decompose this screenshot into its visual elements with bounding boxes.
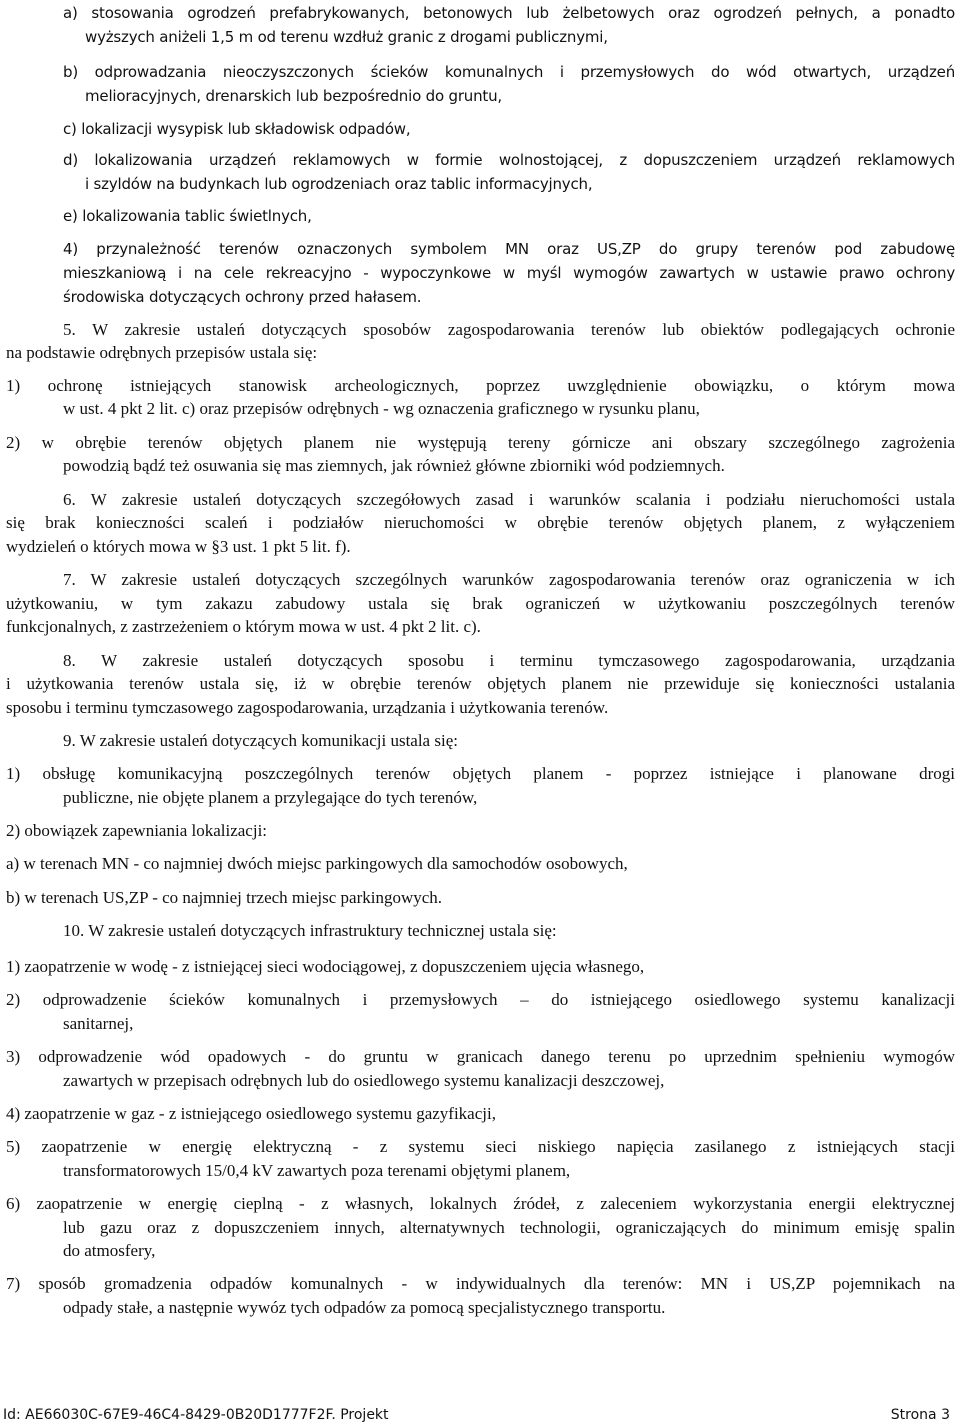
section-5-item-2-line-1: 2) w obrębie terenów objętych planem nie występują tereny górnicze ani obszary szczególnego zagrożenia — [6, 433, 955, 452]
section-10-item-3-line-2: zawartych w przepisach odrębnych lub do osiedlowego systemu kanalizacji deszczowej, — [63, 1071, 665, 1090]
item-4a-line-1: a) stosowania ogrodzeń prefabrykowanych, betonowych lub żelbetowych oraz ogrodzeń pełnych, a ponadto — [63, 4, 955, 22]
footer-page-number: Strona 3 — [890, 1407, 950, 1423]
section-10-item-3-line-1: 3) odprowadzenie wód opadowych - do gruntu w granicach danego terenu po uprzednim spełnieniu wymogów — [6, 1047, 955, 1066]
item-4b-line-1: b) odprowadzania nieoczyszczonych ścieków komunalnych i przemysłowych do wód otwartych, urządzeń — [63, 63, 955, 81]
section-9-item-1-line-2: publiczne, nie objęte planem a przylegające do tych terenów, — [63, 788, 478, 807]
section-6-line-2: się brak konieczności scaleń i podziałów nieruchomości w obrębie terenów objętych planem, z wyłączeniem — [6, 513, 955, 532]
section-10-item-7-line-1: 7) sposób gromadzenia odpadów komunalnych - w indywidualnych dla terenów: MN i US,ZP pojemnikach na — [6, 1274, 955, 1293]
section-5-line-2: na podstawie odrębnych przepisów ustala się: — [6, 343, 318, 362]
section-5-item-2-line-2: powodzią bądź też osuwania się mas ziemnych, jak również główne zbiorniki wód podziemnych. — [63, 456, 725, 475]
section-9-item-2a-line-1: a) w terenach MN - co najmniej dwóch miejsc parkingowych dla samochodów osobowych, — [6, 854, 628, 873]
section-5-line-1: 5. W zakresie ustaleń dotyczących sposobów zagospodarowania terenów lub obiektów podlegających ochronie — [63, 320, 955, 339]
section-9-item-2-line-1: 2) obowiązek zapewniania lokalizacji: — [6, 821, 268, 840]
section-10-item-2-line-2: sanitarnej, — [63, 1014, 134, 1033]
section-10-item-2-line-1: 2) odprowadzenie ścieków komunalnych i przemysłowych – do istniejącego osiedlowego systemu kanalizacji — [6, 990, 955, 1009]
section-10-item-5-line-1: 5) zaopatrzenie w energię elektryczną - z systemu sieci niskiego napięcia zasilanego z istniejących stacji — [6, 1137, 955, 1156]
item-4-line-1: 4) przynależność terenów oznaczonych symbolem MN oraz US,ZP do grupy terenów pod zabudowę — [63, 240, 955, 258]
section-7-line-2: użytkowaniu, w tym zakazu zabudowy ustala się brak ograniczeń w użytkowaniu poszczególnych terenów — [6, 594, 955, 613]
section-5-item-1-line-2: w ust. 4 pkt 2 lit. c) oraz przepisów odrębnych - wg oznaczenia graficznego w rysunku planu, — [63, 399, 700, 418]
section-9-item-1-line-1: 1) obsługę komunikacyjną poszczególnych terenów objętych planem - poprzez istniejące i planowane drogi — [6, 764, 955, 783]
section-10-item-6-line-1: 6) zaopatrzenie w energię cieplną - z własnych, lokalnych źródeł, z zaleceniem wykorzystania energii elektrycznej — [6, 1194, 955, 1213]
item-4a-line-2: wyższych aniżeli 1,5 m od terenu wzdłuż granic z drogami publicznymi, — [85, 28, 608, 46]
section-10-line-1: 10. W zakresie ustaleń dotyczących infrastruktury technicznej ustala się: — [63, 921, 557, 940]
item-4c-line-1: c) lokalizacji wysypisk lub składowisk odpadów, — [63, 120, 411, 138]
section-10-item-1-line-1: 1) zaopatrzenie w wodę - z istniejącej sieci wodociągowej, z dopuszczeniem ujęcia własnego, — [6, 957, 645, 976]
item-4d-line-2: i szyldów na budynkach lub ogrodzeniach oraz tablic informacyjnych, — [85, 175, 593, 193]
section-10-item-7-line-2: odpady stałe, a następnie wywóz tych odpadów za pomocą specjalistycznego transportu. — [63, 1298, 666, 1317]
section-10-item-5-line-2: transformatorowych 15/0,4 kV zawartych poza terenami objętymi planem, — [63, 1161, 571, 1180]
section-5-item-1-line-1: 1) ochronę istniejących stanowisk archeologicznych, poprzez uwzględnienie obowiązku, o którym mowa — [6, 376, 955, 395]
item-4b-line-2: melioracyjnych, drenarskich lub bezpośrednio do gruntu, — [85, 87, 502, 105]
item-4-line-3: środowiska dotyczących ochrony przed hałasem. — [63, 288, 422, 306]
section-10-item-4-line-1: 4) zaopatrzenie w gaz - z istniejącego osiedlowego systemu gazyfikacji, — [6, 1104, 496, 1123]
section-9-item-2b-line-1: b) w terenach US,ZP - co najmniej trzech miejsc parkingowych. — [6, 888, 443, 907]
section-10-item-6-line-2: lub gazu oraz z dopuszczeniem innych, alternatywnych technologii, ograniczających do minimum emisję spalin — [63, 1218, 955, 1237]
section-6-line-1: 6. W zakresie ustaleń dotyczących szczegółowych zasad i warunków scalania i podziału nieruchomości ustala — [63, 490, 955, 509]
footer-document-id: Id: AE66030C-67E9-46C4-8429-0B20D1777F2F. Projekt — [3, 1407, 389, 1423]
section-8-line-3: sposobu i terminu tymczasowego zagospodarowania, urządzania i użytkowania terenów. — [6, 698, 609, 717]
section-6-line-3: wydzieleń o których mowa w §3 ust. 1 pkt 5 lit. f). — [6, 537, 351, 556]
item-4e-line-1: e) lokalizowania tablic świetlnych, — [63, 207, 312, 225]
section-8-line-2: i użytkowania terenów ustala się, iż w obrębie terenów objętych planem nie przewiduje się konieczności ustalania — [6, 674, 955, 693]
item-4d-line-1: d) lokalizowania urządzeń reklamowych w formie wolnostojącej, z dopuszczeniem urządzeń reklamowych — [63, 151, 955, 169]
section-8-line-1: 8. W zakresie ustaleń dotyczących sposobu i terminu tymczasowego zagospodarowania, urządzania — [63, 651, 955, 670]
section-7-line-1: 7. W zakresie ustaleń dotyczących szczególnych warunków zagospodarowania terenów oraz ograniczenia w ich — [63, 570, 955, 589]
section-7-line-3: funkcjonalnych, z zastrzeżeniem o którym mowa w ust. 4 pkt 2 lit. c). — [6, 617, 481, 636]
section-9-line-1: 9. W zakresie ustaleń dotyczących komunikacji ustala się: — [63, 731, 458, 750]
section-10-item-6-line-3: do atmosfery, — [63, 1241, 156, 1260]
item-4-line-2: mieszkaniową i na cele rekreacyjno - wypoczynkowe w myśl wymogów zawartych w ustawie prawo ochrony — [63, 264, 955, 282]
